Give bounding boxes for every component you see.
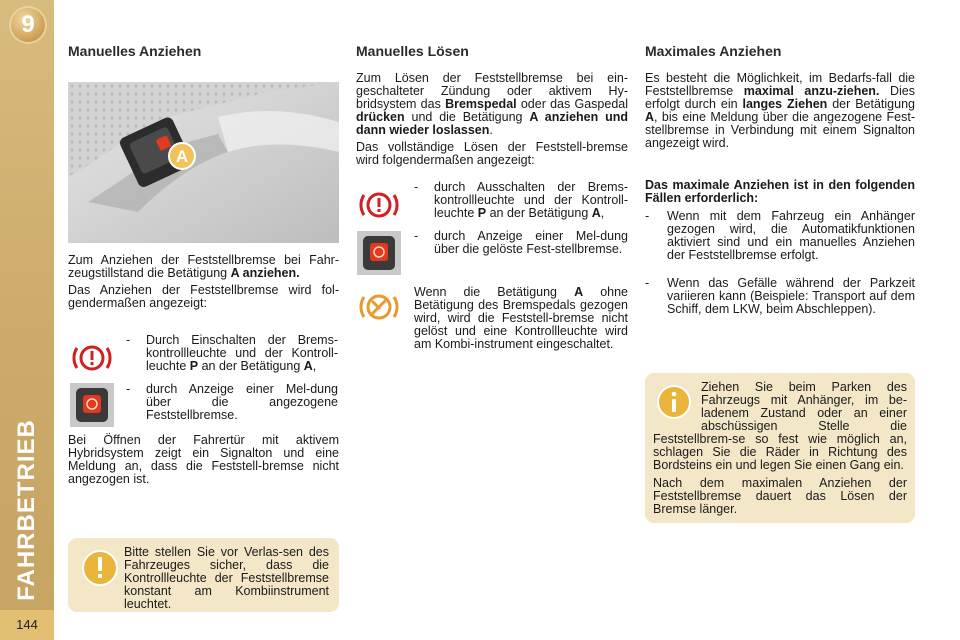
col1-item2-dash: - [126, 382, 131, 396]
col2-para3-b: A [574, 285, 584, 299]
parking-switch-lit-icon-2 [357, 231, 401, 275]
col1-para3: Bei Öffnen der Fahrertür mit aktivem Hybridsystem zeigt ein Signalton und eine Meldung an, dass die Feststell-bremse nicht angezogen ist. [68, 433, 339, 486]
col1-para2: Das Anziehen der Feststellbremse wird fol-gendermaßen angezeigt: [68, 283, 339, 310]
col1-list-item-1 [126, 334, 338, 373]
col2-item1-text3: , [600, 206, 605, 220]
parking-brake-photo [68, 82, 339, 243]
page-number: 144 [0, 610, 54, 640]
col3-para1 [645, 72, 915, 150]
col3-item1-text: Wenn mit dem Fahrzeug ein Anhänger gezogen wird, die Automatikfunktionen aktiviert sind und ein manuelles Anziehen der Feststellbremse erfolgt. [667, 209, 915, 262]
col1-para1-bold: A anziehen. [230, 266, 300, 280]
chapter-sidebar [0, 0, 54, 640]
col3-list-item-2 [645, 277, 915, 316]
col2-para1-t3: und die Betätigung [404, 110, 530, 124]
col2-para1-t2: oder das Gaspedal [516, 97, 629, 111]
col2-item2-dash: - [414, 229, 419, 243]
col2-item1-p: P [477, 206, 487, 220]
col3-list-item-1 [645, 210, 915, 262]
warning-note-box [68, 538, 339, 612]
col2-para1-b3: A anziehen und dann wieder loslassen [356, 110, 628, 137]
col2-para1-t4: . [489, 123, 493, 137]
col3-item1-dash: - [645, 209, 650, 223]
heading-manuelles-loesen: Manuelles Lösen [356, 43, 469, 59]
col2-intro [356, 72, 628, 171]
caution-icon [80, 548, 120, 588]
heading-maximales-anziehen: Maximales Anziehen [645, 43, 782, 59]
info-note-icon-spacer [653, 381, 701, 421]
chapter-title: FAHRBETRIEB [13, 419, 40, 601]
col2-item1-a: A [591, 206, 601, 220]
col2-list-item-2 [414, 230, 628, 256]
col1-item1-text3: , [312, 359, 317, 373]
col3-para1-b3: A [645, 110, 655, 124]
col3-para1-t3: der Betätigung [827, 97, 915, 111]
col3-para1-b1: maximal anzu-ziehen. [743, 84, 880, 98]
col1-item1-dash: - [126, 333, 131, 347]
col3-bold-intro: Das maximale Anziehen ist in den folgenden Fällen erforderlich: [645, 178, 915, 205]
col2-item1-dash: - [414, 180, 419, 194]
col1-item1-a: A [303, 359, 313, 373]
col3-para1-t4: , bis eine Meldung über die angezogene Fest-stellbremse in Verbindung mit einem Signalton angezeigt wird. [645, 110, 915, 150]
col1-list-item-2 [126, 383, 338, 422]
warning-note-text: Bitte stellen Sie vor Verlas-sen des Fahrzeuges sicher, dass die Kontrollleuchte der Feststellbremse konstant am Kombiinstrument leuchtet. [124, 545, 329, 611]
info-note-text [653, 381, 907, 516]
col1-item1-p: P [189, 359, 199, 373]
col2-para3-t1: Wenn die Betätigung [414, 285, 575, 299]
brake-fault-lamp-icon [357, 285, 401, 329]
info-note-para1: Ziehen Sie beim Parken des Fahrzeugs mit Anhänger, im be-ladenem Zustand oder an einer abschüssigen Stelle die Feststellbrem-se so fest wie möglich an, schlagen Sie die Räder in Richtung des Bordsteins ein und legen Sie einen Gang ein. [653, 380, 907, 472]
col1-para1 [68, 254, 339, 280]
col1-para1-text: Zum Anziehen der Feststellbremse bei Fahr-zeugstillstand die Betätigung [68, 253, 339, 280]
col2-para3-t2: ohne Betätigung des Bremspedals gezogen wird, wird die Feststell-bremse nicht gelöst und eine Kontrollleuchte wird am Kombi-instrument eingeschaltet. [414, 285, 628, 351]
col3-item2-text: Wenn das Gefälle während der Parkzeit variieren kann (Beispiele: Transport auf dem Schiff, dem LKW, beim Abschleppen). [667, 276, 915, 316]
col3-para1-b2: langes Ziehen [742, 97, 828, 111]
col3-para1-t2: Dies erfolgt durch ein [645, 84, 915, 111]
info-note-para2: Nach dem maximalen Anziehen der Feststellbremse dauert das Lösen der Bremse länger. [653, 476, 907, 516]
col1-item2-text: durch Anzeige einer Mel-dung über die angezogene Feststellbremse. [146, 382, 338, 422]
col1-item1-text: Durch Einschalten der Brems-kontrollleuchte und der Kontroll-leuchte [146, 333, 338, 373]
col2-para1-t1: Zum Lösen der Feststellbremse bei ein-geschalteter Zündung oder aktivem Hy-bridsystem das [356, 71, 628, 111]
col2-para3 [414, 286, 628, 351]
photo-label-a: A [175, 147, 189, 166]
col3-item2-dash: - [645, 276, 650, 290]
col2-para1-b2: drücken [356, 110, 405, 124]
col1-intro [68, 254, 339, 314]
col3-para1-t1: Es besteht die Möglichkeit, im Bedarfs-fall die Feststellbremse [645, 71, 915, 98]
col2-list-item-1 [414, 181, 628, 220]
chapter-number: 9 [21, 11, 35, 38]
col2-para1 [356, 72, 628, 137]
parking-switch-lit-icon [70, 383, 114, 427]
col2-para2: Das vollständige Lösen der Feststell-bremse wird folgendermaßen angezeigt: [356, 140, 628, 167]
col2-para1-b1: Bremspedal [445, 97, 517, 111]
col2-item2-text: durch Anzeige einer Mel-dung über die gelöste Fest-stellbremse. [434, 229, 628, 256]
col2-item1-text: durch Ausschalten der Brems-kontrollleuchte und der Kontroll-leuchte [434, 180, 628, 220]
info-note-box [645, 373, 915, 523]
col2-item1-text2: an der Betätigung [486, 206, 592, 220]
col1-item1-text2: an der Betätigung [198, 359, 304, 373]
heading-manuelles-anziehen: Manuelles Anziehen [68, 43, 202, 59]
chapter-badge [9, 6, 47, 44]
brake-warning-icon [70, 336, 114, 380]
brake-warning-icon-2 [357, 183, 401, 227]
